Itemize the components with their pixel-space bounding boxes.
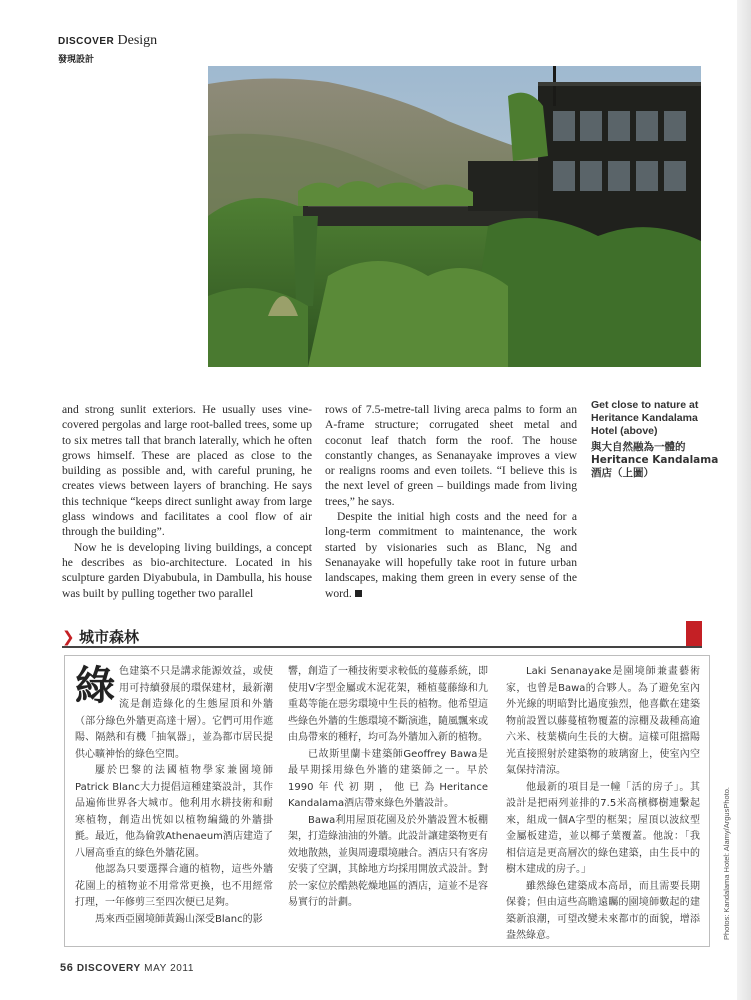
hotel-photo-illustration [208, 66, 701, 367]
paragraph: 他認為只要選擇合適的植物，這些外牆花園上的植物並不用常常更換，也不用經常打理，一年修剪三至四次便已足夠。 [75, 864, 273, 908]
section-header-zh: 發現設計 [58, 55, 95, 65]
paragraph: 屢於巴黎的法國植物學家兼園境師Patrick Blanc大力提倡這種建築設計，其作品遍佈世界各大城市。他利用水耕技術和耐寒植物，創造出恍如以植物編織的外牆掛氈。最近，他為倫敦Athenaeum酒店建造了八層高垂直的綠色外牆花園。 [75, 765, 273, 859]
page-number: 56 [60, 962, 74, 974]
paragraph-text: Despite the initial high costs and the need for a long-term commitment to maintenance, the work started by visionaries such as Blanc, Ng and Senanayake will hopefully take root in future urban landscapes, making them green in every sense of the word. [325, 510, 577, 600]
section-header-small: DISCOVER [58, 36, 115, 47]
paragraph-last [325, 509, 577, 601]
paragraph: rows of 7.5-metre-tall living areca palms to form an A-frame structure; corrugated sheet metal and coconut leaf thatch form the roof. The house constantly changes, as Senanayake improves a view or realigns rooms and even toilets. “I believe this is the next level of green – buildings made from living trees,” he says. [325, 403, 577, 508]
section-header-big: Design [117, 33, 158, 48]
paragraph: Bawa利用屋頂花園及於外牆設置木板棚架，打造綠油油的外牆。此設計讓建築物更有效地散熱，並與周邊環境融合。酒店只有客房安裝了空調，其餘地方均採用開放式設計。對於一家位於酷熱乾燥地區的酒店，這並不是容易實行的計劃。 [288, 814, 488, 908]
paragraph: Laki Senanayake是園境師兼畫藝術家，也曾是Bawa的合夥人。為了避免室內外光線的明暗對比過度強烈，他喜歡在建築物前設置以藤蔓植物覆蓋的涼棚及裁種高逾六米、枝葉橫向生長的大樹。這樣可阻擋陽光直接照射於建築物的玻璃窗上，使室內空氣保持清涼。 [506, 666, 700, 776]
section-header [58, 33, 157, 49]
paragraph: Now he is developing living buildings, a concept he describes as bio-architecture. Located in his sculpture garden Diyabubula, in Dambulla, his house was built by pulling together two parallel [62, 540, 312, 600]
paragraph: 雖然綠色建築成本高昂，而且需要長期保養；但由這些高瞻遠矚的園境師數起的建築新浪潮，可望改變未來都市的面貌，增添盎然綠意。 [506, 880, 700, 941]
chevron-right-icon: ❯ [62, 628, 75, 646]
photo-caption-en: Get close to nature at Heritance Kandalama Hotel (above) [591, 399, 699, 437]
photo-caption-zh: 與大自然融為一體的Heritance Kandalama酒店（上圖） [591, 441, 719, 479]
section-divider [62, 624, 702, 648]
paragraph [75, 664, 273, 763]
hotel-photo [208, 66, 701, 367]
body-column-2 [325, 402, 577, 601]
dropcap: 綠 [75, 662, 115, 709]
chinese-column-2 [288, 664, 488, 912]
chinese-column-1 [75, 664, 273, 928]
page-footer [60, 962, 194, 974]
section-title: 城市森林 [79, 628, 140, 646]
chinese-column-3 [506, 664, 700, 945]
paragraph: 已故斯里蘭卡建築師Geoffrey Bawa是最早期採用綠色外牆的建築師之一。早於1990年代初期，他已為Heritance Kandalama酒店帶來綠色外牆設計。 [288, 748, 488, 809]
photo-credit: Photos: Kandalama Hotel: Alamy/ArgusPhoto. [722, 786, 731, 940]
paragraph: 響，創造了一種技術要求較低的蔓藤系統，即使用V字型金屬或木泥花架，種植蔓藤綠和九重葛等能在惡劣環境中生長的植物。他希望這些綠色外牆的生態環境不斷演進，隨風飄來或由鳥帶來的種籽，均可為外牆加入新的植物。 [288, 666, 488, 743]
paragraph-text: 色建築不只是講求能源效益，或使用可持續發展的環保建材，最新潮流是創造綠化的生態屋頂和外牆（部分綠色外牆更高達十層）。它們可用作遮陽、隔熱和有機「抽氧器」，並為都市居民提供心曠神怡的綠色空間。 [75, 666, 273, 760]
section-accent-block [686, 621, 702, 646]
paragraph: 馬來西亞園境師黃錫山深受Blanc的影 [95, 913, 263, 925]
magazine-name: DISCOVERY [76, 963, 141, 974]
paragraph: and strong sunlit exteriors. He usually uses vine-covered pergolas and large root-balled trees, some up to six metres tall that branch laterally, which he often grows himself. These are placed as close to the building as possible and, with careful pruning, he creates views between layers of branching. He says this technique “keeps direct sunlight away from large glass windows and facilitates a cool flow of air through the building”. [62, 403, 312, 539]
page-edge [737, 0, 751, 1000]
body-column-1 [62, 402, 312, 601]
end-mark [355, 590, 362, 597]
issue-date: MAY 2011 [144, 963, 194, 974]
paragraph: 他最新的項目是一幢「活的房子」。其設計是把兩列並排的7.5米高檳榔樹連繫起來，組成一個A字型的框架；屋頂以波紋型金屬板建造，並以椰子葉覆蓋。他說：「我相信這是更高層次的綠色建築，由生長中的樹木建成的房子。」 [506, 781, 700, 875]
